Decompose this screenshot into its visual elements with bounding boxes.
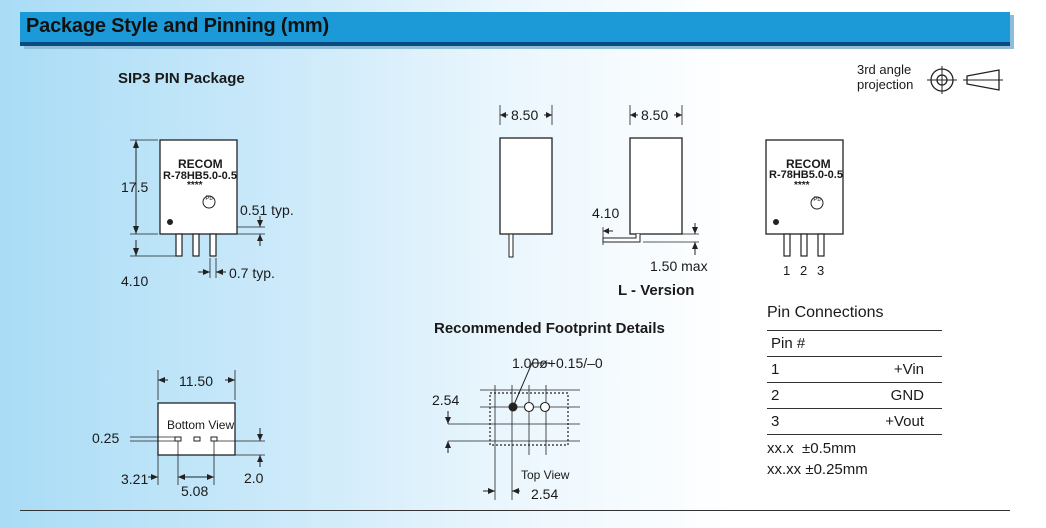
sip3-dim-pin-length: 4.10 [121,273,149,289]
numbered-front-drawing [760,130,860,260]
sip3-title: SIP3 PIN Package [118,70,245,87]
table-row [767,356,942,382]
footprint-drawing [440,355,610,505]
pin-signal-cell: GND [890,387,924,404]
sip3-stars: **** [187,180,203,191]
footprint-top-view-label: Top View [521,468,570,482]
footprint-dim-pitch-h: 2.54 [531,486,559,502]
numbered-model: R-78HB5.0-0.5 [769,169,843,181]
l-version-dim-width: 8.50 [641,107,669,123]
numbered-brand: RECOM [786,157,831,171]
pin-number-1: 1 [783,263,791,278]
sip3-model: R-78HB5.0-0.5 [163,170,237,182]
section-header [20,12,1010,46]
pin-number-cell: 3 [771,413,780,430]
bottom-view-label: Bottom View [167,418,235,432]
footprint-dim-hole: 1.00ø+0.15/–0 [512,355,603,371]
tolerance-line-2: xx.xx ±0.25mm [767,461,868,478]
footprint-dim-pitch-v: 2.54 [432,392,460,408]
pin-number-cell: 1 [771,361,780,378]
pin-table-header: Pin # [771,335,806,352]
sip3-dim-pin-thickness: 0.51 typ. [240,202,294,218]
sip3-brand: RECOM [178,157,223,171]
sip3-pb-mark: Pb [205,196,213,202]
pin-number-3: 3 [817,263,825,278]
bottom-dim-width: 11.50 [179,373,213,389]
pin-number-cell: 2 [771,387,780,404]
pin-table-header-row [767,330,942,356]
numbered-pb-mark: Pb [813,197,821,203]
footer-divider [20,510,1010,511]
table-row [767,382,942,408]
section-title: Package Style and Pinning (mm) [26,15,329,37]
pin-connections-title: Pin Connections [767,304,884,321]
projection-label: 3rd angle projection [857,62,914,92]
bottom-dim-right: 2.0 [244,470,264,486]
bottom-dim-left: 0.25 [92,430,120,446]
pin-signal-cell: +Vout [885,413,924,430]
pin-number-2: 2 [800,263,808,278]
pin-signal-cell: +Vin [893,361,924,378]
pin-connections-table [767,330,942,435]
l-version-label: L - Version [618,282,695,299]
footprint-title: Recommended Footprint Details [434,320,665,337]
third-angle-projection-icon [925,66,1005,96]
sip3-dim-pin-width: 0.7 typ. [229,265,275,281]
sip3-dim-height: 17.5 [121,179,149,195]
tolerance-line-1: xx.x ±0.5mm [767,440,857,457]
l-version-drawing [595,105,725,265]
numbered-stars: **** [794,180,810,191]
l-version-dim-pin: 4.10 [592,205,620,221]
bottom-dim-offset: 3.21 [121,471,149,487]
side-view-dim-width: 8.50 [511,107,539,123]
side-view-drawing [495,105,565,265]
l-version-dim-height: 1.50 max [650,258,708,274]
bottom-dim-pitch: 5.08 [181,483,209,499]
table-row [767,408,942,435]
